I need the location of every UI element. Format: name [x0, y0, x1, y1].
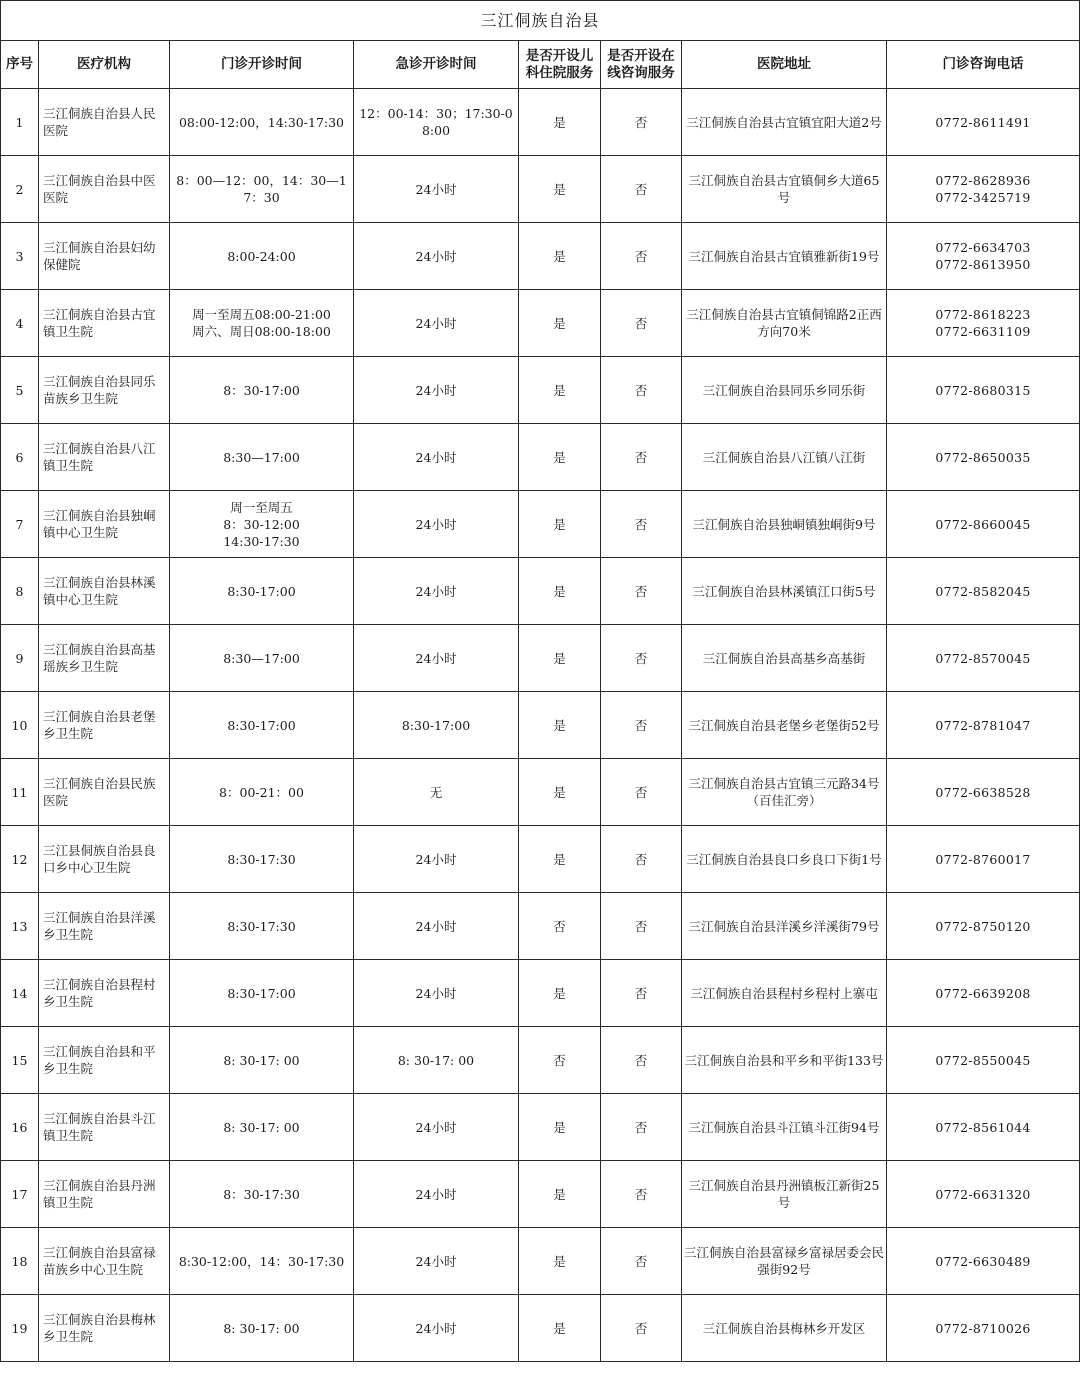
cell-seq: 9 — [1, 625, 39, 692]
header-online-consult: 是否开设在线咨询服务 — [601, 41, 682, 89]
table-row — [1, 290, 1080, 357]
cell-seq: 6 — [1, 424, 39, 491]
cell-address: 三江侗族自治县良口乡良口下街1号 — [682, 826, 887, 893]
cell-seq: 16 — [1, 1094, 39, 1161]
cell-outpatient-hours: 8: 30-17: 00 — [170, 1295, 354, 1362]
cell-institution: 三江侗族自治县妇幼保健院 — [39, 223, 170, 290]
cell-phone: 0772-8750120 — [887, 893, 1080, 960]
cell-pediatric-inpatient: 是 — [519, 290, 601, 357]
table-row — [1, 558, 1080, 625]
cell-online-consult: 否 — [601, 893, 682, 960]
cell-pediatric-inpatient: 是 — [519, 826, 601, 893]
cell-phone: 0772-8650035 — [887, 424, 1080, 491]
cell-outpatient-hours: 周一至周五08:00-21:00 周六、周日08:00-18:00 — [170, 290, 354, 357]
table-row — [1, 826, 1080, 893]
cell-online-consult: 否 — [601, 357, 682, 424]
cell-address: 三江侗族自治县林溪镇江口街5号 — [682, 558, 887, 625]
cell-online-consult: 否 — [601, 625, 682, 692]
cell-emergency-hours: 24小时 — [354, 491, 519, 558]
cell-seq: 12 — [1, 826, 39, 893]
cell-institution: 三江侗族自治县洋溪乡卫生院 — [39, 893, 170, 960]
cell-pediatric-inpatient: 是 — [519, 759, 601, 826]
table-row — [1, 1027, 1080, 1094]
table-body — [1, 89, 1080, 1362]
cell-emergency-hours: 24小时 — [354, 290, 519, 357]
header-outpatient-hours: 门诊开诊时间 — [170, 41, 354, 89]
cell-seq: 18 — [1, 1228, 39, 1295]
cell-pediatric-inpatient: 是 — [519, 692, 601, 759]
cell-online-consult: 否 — [601, 759, 682, 826]
cell-address: 三江侗族自治县和平乡和平街133号 — [682, 1027, 887, 1094]
cell-pediatric-inpatient: 是 — [519, 960, 601, 1027]
cell-phone: 0772-8628936 0772-3425719 — [887, 156, 1080, 223]
cell-online-consult: 否 — [601, 558, 682, 625]
cell-emergency-hours: 24小时 — [354, 1228, 519, 1295]
cell-address: 三江侗族自治县梅林乡开发区 — [682, 1295, 887, 1362]
cell-address: 三江侗族自治县古宜镇三元路34号（百佳汇旁） — [682, 759, 887, 826]
cell-pediatric-inpatient: 是 — [519, 1161, 601, 1228]
cell-outpatient-hours: 8:30-12:00，14：30-17:30 — [170, 1228, 354, 1295]
cell-online-consult: 否 — [601, 1027, 682, 1094]
cell-online-consult: 否 — [601, 424, 682, 491]
table-row — [1, 491, 1080, 558]
cell-institution: 三江侗族自治县丹洲镇卫生院 — [39, 1161, 170, 1228]
cell-address: 三江侗族自治县洋溪乡洋溪街79号 — [682, 893, 887, 960]
cell-outpatient-hours: 8: 30-17: 00 — [170, 1027, 354, 1094]
table-row — [1, 89, 1080, 156]
cell-institution: 三江侗族自治县富禄苗族乡中心卫生院 — [39, 1228, 170, 1295]
cell-institution: 三江侗族自治县梅林乡卫生院 — [39, 1295, 170, 1362]
cell-phone: 0772-8760017 — [887, 826, 1080, 893]
cell-seq: 14 — [1, 960, 39, 1027]
cell-outpatient-hours: 周一至周五 8：30-12:00 14:30-17:30 — [170, 491, 354, 558]
cell-institution: 三江侗族自治县程村乡卫生院 — [39, 960, 170, 1027]
header-pediatric-inpatient: 是否开设儿科住院服务 — [519, 41, 601, 89]
cell-phone: 0772-8550045 — [887, 1027, 1080, 1094]
cell-outpatient-hours: 8:00-24:00 — [170, 223, 354, 290]
cell-institution: 三江县侗族自治县良口乡中心卫生院 — [39, 826, 170, 893]
cell-phone: 0772-6631320 — [887, 1161, 1080, 1228]
cell-seq: 15 — [1, 1027, 39, 1094]
cell-pediatric-inpatient: 是 — [519, 156, 601, 223]
cell-phone: 0772-6630489 — [887, 1228, 1080, 1295]
cell-outpatient-hours: 8：30-17:00 — [170, 357, 354, 424]
header-row — [1, 41, 1080, 89]
cell-emergency-hours: 24小时 — [354, 1094, 519, 1161]
cell-outpatient-hours: 8:30-17:00 — [170, 960, 354, 1027]
cell-online-consult: 否 — [601, 223, 682, 290]
cell-institution: 三江侗族自治县中医医院 — [39, 156, 170, 223]
cell-outpatient-hours: 08:00-12:00，14:30-17:30 — [170, 89, 354, 156]
cell-pediatric-inpatient: 是 — [519, 1295, 601, 1362]
table-title: 三江侗族自治县 — [1, 1, 1080, 41]
cell-emergency-hours: 无 — [354, 759, 519, 826]
cell-outpatient-hours: 8：00—12：00，14：30—17：30 — [170, 156, 354, 223]
cell-phone: 0772-8781047 — [887, 692, 1080, 759]
cell-online-consult: 否 — [601, 1161, 682, 1228]
cell-outpatient-hours: 8:30—17:00 — [170, 424, 354, 491]
cell-emergency-hours: 24小时 — [354, 1161, 519, 1228]
cell-institution: 三江侗族自治县高基瑶族乡卫生院 — [39, 625, 170, 692]
cell-institution: 三江侗族自治县斗江镇卫生院 — [39, 1094, 170, 1161]
header-emergency-hours: 急诊开诊时间 — [354, 41, 519, 89]
cell-address: 三江侗族自治县斗江镇斗江街94号 — [682, 1094, 887, 1161]
table-row — [1, 357, 1080, 424]
cell-phone: 0772-8582045 — [887, 558, 1080, 625]
cell-phone: 0772-8680315 — [887, 357, 1080, 424]
cell-address: 三江侗族自治县程村乡程村上寨屯 — [682, 960, 887, 1027]
cell-emergency-hours: 24小时 — [354, 625, 519, 692]
cell-emergency-hours: 24小时 — [354, 156, 519, 223]
cell-emergency-hours: 24小时 — [354, 960, 519, 1027]
cell-emergency-hours: 24小时 — [354, 357, 519, 424]
cell-institution: 三江侗族自治县人民医院 — [39, 89, 170, 156]
cell-outpatient-hours: 8:30—17:00 — [170, 625, 354, 692]
cell-address: 三江侗族自治县高基乡高基街 — [682, 625, 887, 692]
cell-online-consult: 否 — [601, 1228, 682, 1295]
cell-pediatric-inpatient: 是 — [519, 223, 601, 290]
cell-phone: 0772-8710026 — [887, 1295, 1080, 1362]
cell-pediatric-inpatient: 是 — [519, 491, 601, 558]
cell-online-consult: 否 — [601, 1094, 682, 1161]
cell-institution: 三江侗族自治县八江镇卫生院 — [39, 424, 170, 491]
cell-address: 三江侗族自治县独峒镇独峒街9号 — [682, 491, 887, 558]
header-institution: 医疗机构 — [39, 41, 170, 89]
cell-emergency-hours: 8: 30-17: 00 — [354, 1027, 519, 1094]
cell-pediatric-inpatient: 是 — [519, 558, 601, 625]
cell-outpatient-hours: 8:30-17:30 — [170, 826, 354, 893]
cell-outpatient-hours: 8:30-17:30 — [170, 893, 354, 960]
cell-phone: 0772-8611491 — [887, 89, 1080, 156]
cell-institution: 三江侗族自治县民族医院 — [39, 759, 170, 826]
cell-phone: 0772-8660045 — [887, 491, 1080, 558]
cell-emergency-hours: 24小时 — [354, 558, 519, 625]
cell-phone: 0772-6638528 — [887, 759, 1080, 826]
cell-online-consult: 否 — [601, 1295, 682, 1362]
cell-emergency-hours: 24小时 — [354, 223, 519, 290]
cell-institution: 三江侗族自治县古宜镇卫生院 — [39, 290, 170, 357]
cell-emergency-hours: 24小时 — [354, 893, 519, 960]
cell-pediatric-inpatient: 是 — [519, 625, 601, 692]
table-row — [1, 960, 1080, 1027]
cell-phone: 0772-6634703 0772-8613950 — [887, 223, 1080, 290]
table-row — [1, 1094, 1080, 1161]
table-row — [1, 156, 1080, 223]
cell-institution: 三江侗族自治县独峒镇中心卫生院 — [39, 491, 170, 558]
cell-online-consult: 否 — [601, 960, 682, 1027]
cell-pediatric-inpatient: 否 — [519, 893, 601, 960]
cell-outpatient-hours: 8:30-17:00 — [170, 558, 354, 625]
cell-address: 三江侗族自治县丹洲镇板江新街25号 — [682, 1161, 887, 1228]
cell-seq: 5 — [1, 357, 39, 424]
table-row — [1, 1228, 1080, 1295]
cell-online-consult: 否 — [601, 692, 682, 759]
cell-address: 三江侗族自治县富禄乡富禄居委会民强街92号 — [682, 1228, 887, 1295]
cell-emergency-hours: 24小时 — [354, 424, 519, 491]
cell-institution: 三江侗族自治县和平乡卫生院 — [39, 1027, 170, 1094]
table-row — [1, 424, 1080, 491]
table-row — [1, 759, 1080, 826]
header-seq: 序号 — [1, 41, 39, 89]
table-row — [1, 1295, 1080, 1362]
cell-outpatient-hours: 8: 30-17: 00 — [170, 1094, 354, 1161]
cell-emergency-hours: 8:30-17:00 — [354, 692, 519, 759]
cell-address: 三江侗族自治县古宜镇雅新街19号 — [682, 223, 887, 290]
cell-pediatric-inpatient: 是 — [519, 1094, 601, 1161]
cell-institution: 三江侗族自治县老堡乡卫生院 — [39, 692, 170, 759]
cell-pediatric-inpatient: 是 — [519, 357, 601, 424]
cell-online-consult: 否 — [601, 826, 682, 893]
cell-pediatric-inpatient: 是 — [519, 1228, 601, 1295]
cell-address: 三江侗族自治县古宜镇侗乡大道65号 — [682, 156, 887, 223]
cell-pediatric-inpatient: 否 — [519, 1027, 601, 1094]
table-row — [1, 223, 1080, 290]
cell-outpatient-hours: 8:30-17:00 — [170, 692, 354, 759]
cell-seq: 19 — [1, 1295, 39, 1362]
cell-seq: 3 — [1, 223, 39, 290]
cell-seq: 2 — [1, 156, 39, 223]
cell-address: 三江侗族自治县古宜镇侗锦路2正西方向70米 — [682, 290, 887, 357]
cell-online-consult: 否 — [601, 491, 682, 558]
cell-phone: 0772-8561044 — [887, 1094, 1080, 1161]
cell-seq: 1 — [1, 89, 39, 156]
cell-emergency-hours: 12：00-14：30；17:30-08:00 — [354, 89, 519, 156]
cell-phone: 0772-8618223 0772-6631109 — [887, 290, 1080, 357]
cell-address: 三江侗族自治县古宜镇宜阳大道2号 — [682, 89, 887, 156]
cell-emergency-hours: 24小时 — [354, 826, 519, 893]
cell-online-consult: 否 — [601, 89, 682, 156]
header-address: 医院地址 — [682, 41, 887, 89]
cell-seq: 4 — [1, 290, 39, 357]
cell-online-consult: 否 — [601, 156, 682, 223]
cell-emergency-hours: 24小时 — [354, 1295, 519, 1362]
cell-phone: 0772-6639208 — [887, 960, 1080, 1027]
cell-address: 三江侗族自治县八江镇八江街 — [682, 424, 887, 491]
cell-address: 三江侗族自治县老堡乡老堡街52号 — [682, 692, 887, 759]
table-row — [1, 692, 1080, 759]
cell-institution: 三江侗族自治县林溪镇中心卫生院 — [39, 558, 170, 625]
header-phone: 门诊咨询电话 — [887, 41, 1080, 89]
table-row — [1, 893, 1080, 960]
cell-seq: 8 — [1, 558, 39, 625]
cell-seq: 17 — [1, 1161, 39, 1228]
cell-address: 三江侗族自治县同乐乡同乐街 — [682, 357, 887, 424]
cell-seq: 13 — [1, 893, 39, 960]
cell-outpatient-hours: 8：00-21：00 — [170, 759, 354, 826]
cell-online-consult: 否 — [601, 290, 682, 357]
cell-phone: 0772-8570045 — [887, 625, 1080, 692]
cell-institution: 三江侗族自治县同乐苗族乡卫生院 — [39, 357, 170, 424]
table-row — [1, 1161, 1080, 1228]
cell-seq: 11 — [1, 759, 39, 826]
cell-outpatient-hours: 8：30-17:30 — [170, 1161, 354, 1228]
table-row — [1, 625, 1080, 692]
cell-seq: 10 — [1, 692, 39, 759]
cell-pediatric-inpatient: 是 — [519, 424, 601, 491]
cell-seq: 7 — [1, 491, 39, 558]
cell-pediatric-inpatient: 是 — [519, 89, 601, 156]
